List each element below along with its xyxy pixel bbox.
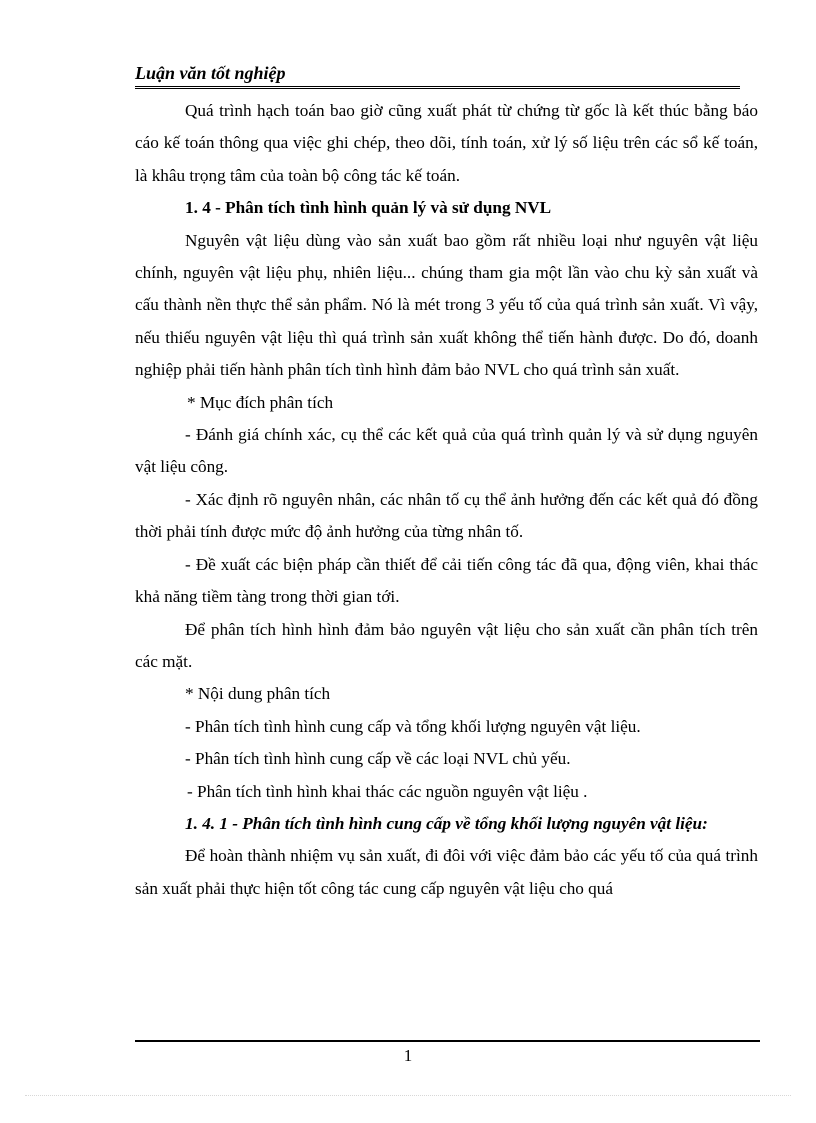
list-item-purpose-3: - Đề xuất các biện pháp cần thiết để cải tiến công tác đã qua, động viên, khai thác khả năng tiềm tàng trong thời gian tới. (135, 554, 758, 607)
paragraph-supply: Để hoàn thành nhiệm vụ sản xuất, đi đôi với việc đảm bảo các yếu tố của quá trình sản xuất phải thực hiện tốt công tác cung cấp nguyên vật liệu cho quá (135, 846, 758, 898)
subheading-content: * Nội dung phân tích (185, 684, 331, 704)
list-item-purpose-2: - Xác định rõ nguyên nhân, các nhân tố cụ thể ảnh hưởng đến các kết quả đó đồng thời phải tính được mức độ ảnh hưởng của từng nhân tố. (135, 489, 758, 542)
header-title: Luận văn tốt nghiệp (135, 63, 286, 83)
page-header (135, 62, 740, 89)
subheading-purpose: * Mục đích phân tích (187, 392, 334, 412)
section-heading-1-4: 1. 4 - Phân tích tình hình quản lý và sử dụng NVL (185, 198, 552, 218)
page-number: 1 (403, 1046, 413, 1065)
list-item-content-2: - Phân tích tình hình cung cấp về các loại NVL chủ yếu. (185, 749, 571, 769)
list-item-content-1: - Phân tích tình hình cung cấp và tổng khối lượng nguyên vật liệu. (185, 716, 641, 736)
page-bottom-dotted-line (25, 1095, 791, 1096)
document-body (135, 95, 758, 905)
paragraph-intro: Quá trình hạch toán bao giờ cũng xuất phát từ chứng từ gốc là kết thúc bằng báo cáo kế toán thông qua việc ghi chép, theo dõi, tính toán, xử lý số liệu trên các sổ kế toán, là khâu trọng tâm của toàn bộ công tác kế toán. (135, 101, 758, 185)
paragraph-analysis: Để phân tích hình hình đảm bảo nguyên vật liệu cho sản xuất cần phân tích trên các mặt. (135, 619, 758, 671)
footer-divider (135, 1040, 760, 1042)
section-heading-1-4-1: 1. 4. 1 - Phân tích tình hình cung cấp về tổng khối lượng nguyên vật liệu: (185, 813, 708, 833)
list-item-content-3: - Phân tích tình hình khai thác các nguồn nguyên vật liệu . (187, 781, 588, 801)
list-item-purpose-1: - Đánh giá chính xác, cụ thể các kết quả của quá trình quản lý và sử dụng nguyên vật liệu công. (135, 425, 758, 477)
paragraph-materials: Nguyên vật liệu dùng vào sản xuất bao gồm rất nhiều loại như nguyên vật liệu chính, nguyên vật liệu phụ, nhiên liệu... chúng tham gia một lần vào chu kỳ sản xuất và cấu thành nền thực thể sản phẩm. Nó là mét trong 3 yếu tố của quá trình sản xuất. Vì vậy, nếu thiếu nguyên vật liệu thì quá trình sản xuất không thể tiến hành được. Do đó, doanh nghiệp phải tiến hành phân tích tình hình đảm bảo NVL cho quá trình sản xuất. (135, 230, 758, 380)
